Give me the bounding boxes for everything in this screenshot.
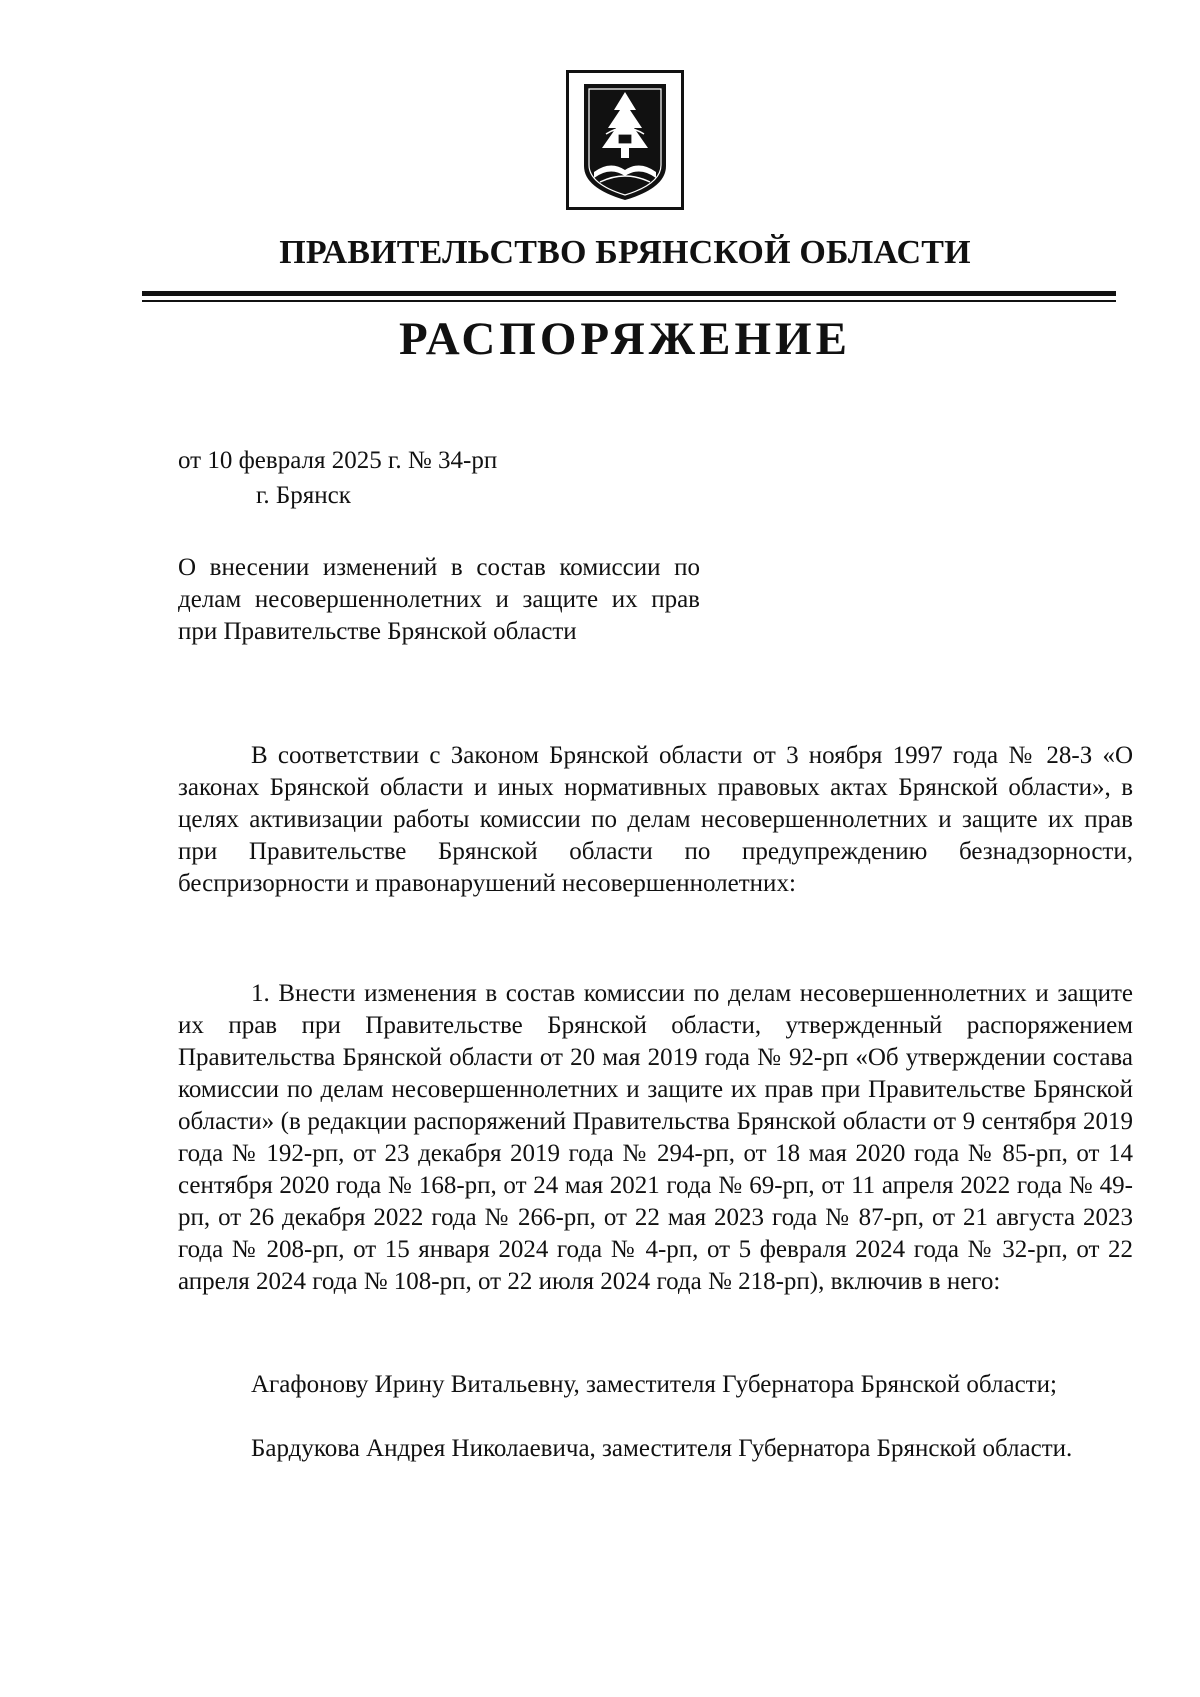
document-type-title: РАСПОРЯЖЕНИЕ <box>399 313 851 365</box>
header-divider-thick <box>142 291 1116 296</box>
document-city: г. Брянск <box>256 482 351 509</box>
header-divider-thin <box>142 300 1116 302</box>
member-2-paragraph: Бардукова Андрея Николаевича, заместителя Губернатора Брянской области. <box>251 1435 1073 1462</box>
government-title: ПРАВИТЕЛЬСТВО БРЯНСКОЙ ОБЛАСТИ <box>279 234 971 271</box>
preamble-paragraph: В соответствии с Законом Брянской области от 3 ноября 1997 года № 28-З «О законах Брянской области и иных нормативных правовых актах Брянской области», в целях активизации работы комиссии по делам несовершеннолетних и защите их прав при Правительстве Брянской области по предупреждению безнадзорности, беспризорности и правонарушений несовершеннолетних: <box>178 742 1133 897</box>
item-1-paragraph: 1. Внести изменения в состав комиссии по делам несовершеннолетних и защите их прав при Правительстве Брянской области, утвержденный распоряжением Правительства Брянской области от 20 мая 2019 года № 92-рп «Об утверждении состава комиссии по делам несовершеннолетних и защите их прав при Правительстве Брянской области» (в редакции распоряжений Правительства Брянской области от 9 сентября 2019 года № 192-рп, от 23 декабря 2019 года № 294-рп, от 18 мая 2020 года № 85-рп, от 14 сентября 2020 года № 168-рп, от 24 мая 2021 года № 69-рп, от 11 апреля 2022 года № 49-рп, от 26 декабря 2022 года № 266-рп, от 22 мая 2023 года № 87-рп, от 21 августа 2023 года № 208-рп, от 15 января 2024 года № 4-рп, от 5 февраля 2024 года № 32-рп, от 22 апреля 2024 года № 108-рп, от 22 июля 2024 года № 218-рп), включив в него: <box>178 980 1133 1295</box>
document-date-number: от 10 февраля 2025 г. № 34-рп <box>178 447 498 474</box>
member-1-paragraph: Агафонову Ирину Витальевну, заместителя Губернатора Брянской области; <box>251 1371 1057 1398</box>
document-subject: О внесении изменений в состав комиссии по делам несовершеннолетних и защите их прав при Правительстве Брянской области <box>178 554 700 645</box>
bryansk-coat-of-arms-icon <box>566 70 684 210</box>
